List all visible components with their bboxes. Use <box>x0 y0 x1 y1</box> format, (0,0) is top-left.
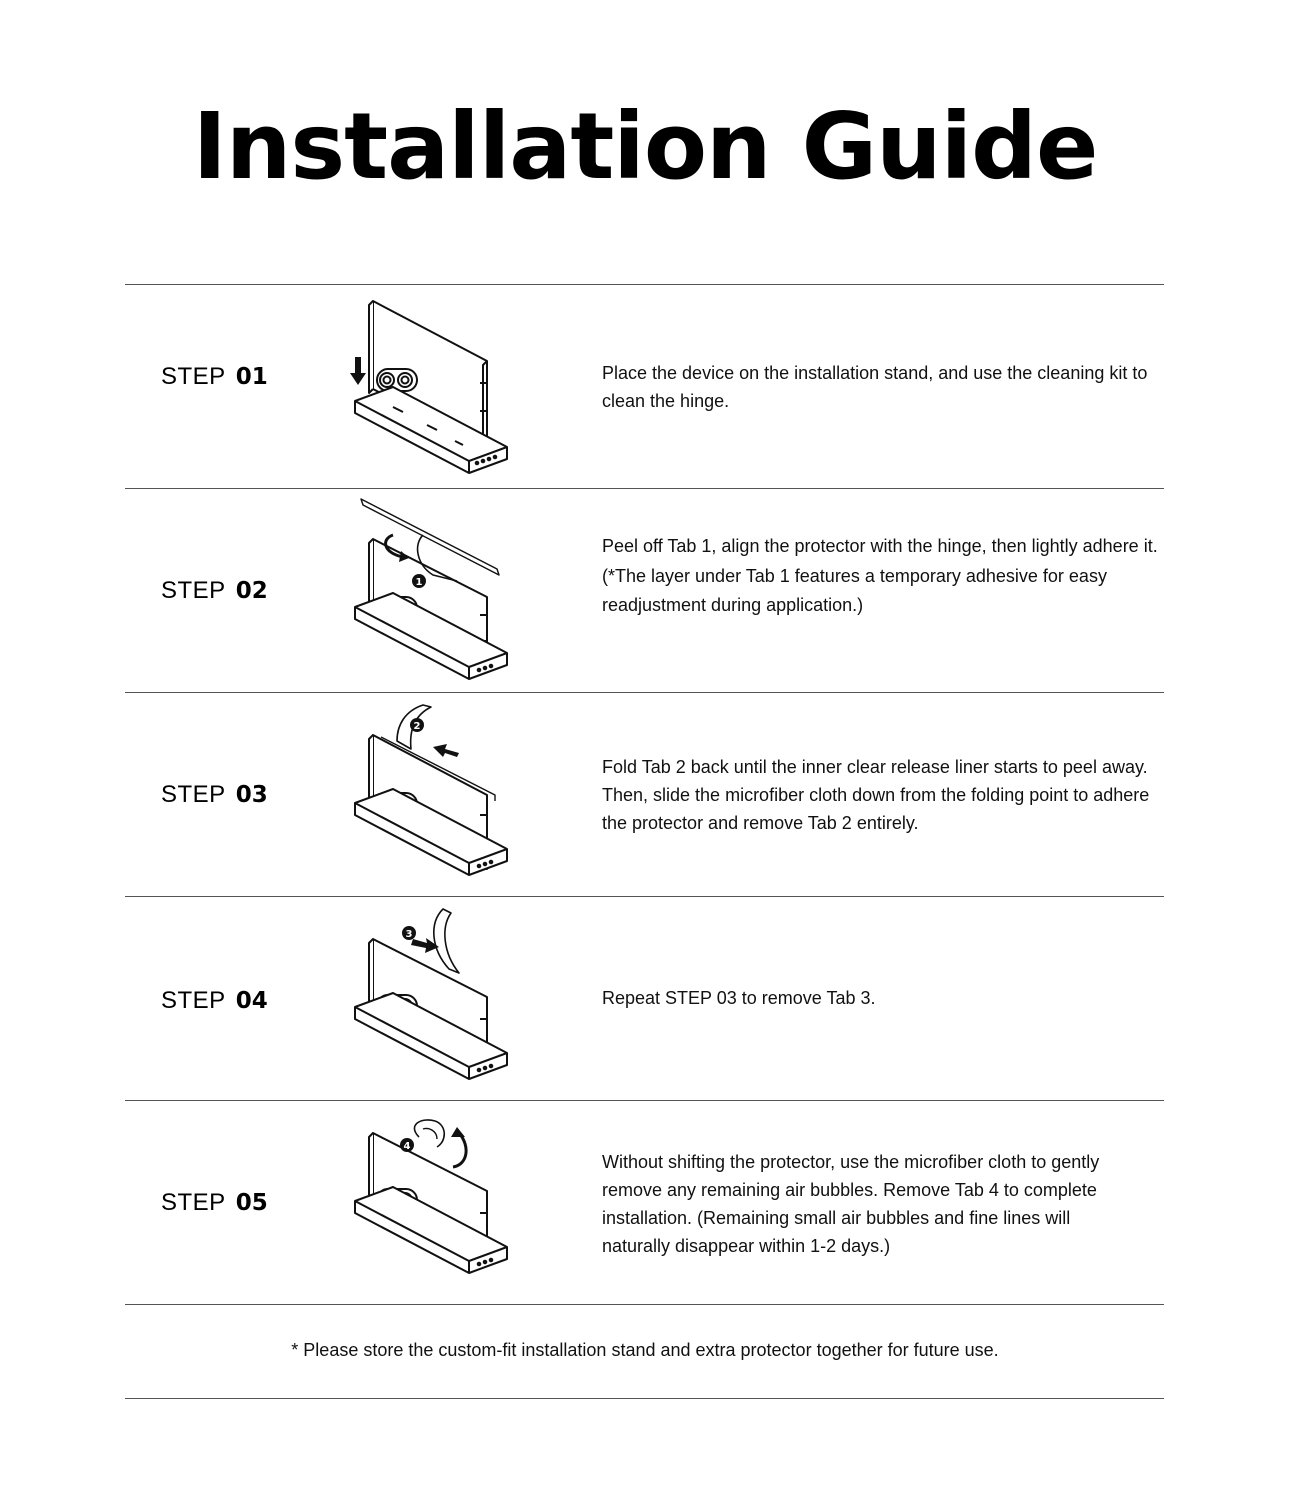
step-05 <box>125 1101 1164 1304</box>
tab-marker: 1 <box>415 577 423 588</box>
tab-marker: 4 <box>403 1141 411 1152</box>
step-word: STEP <box>161 1189 226 1216</box>
step-description: Without shifting the protector, use the microfiber cloth to gently remove any remaining air bubbles. Remove Tab 4 to complete installation. (Remaining small air bubbles and fine lines will naturally disappear within 1-2 days.) <box>602 1152 1100 1256</box>
step-03-illustration <box>347 699 517 895</box>
step-number: 03 <box>235 782 268 808</box>
step-number: 04 <box>235 988 268 1014</box>
step-04 <box>125 897 1164 1100</box>
tab-marker: 3 <box>405 929 413 940</box>
step-05-illustration <box>347 1107 517 1303</box>
step-01 <box>125 285 1164 488</box>
page-title: Installation Guide <box>192 93 1098 200</box>
step-label <box>161 1189 268 1217</box>
divider <box>125 1398 1164 1399</box>
step-label <box>161 577 268 605</box>
step-description: Repeat STEP 03 to remove Tab 3. <box>602 988 876 1008</box>
step-01-illustration <box>347 291 517 487</box>
step-02-illustration <box>347 495 517 691</box>
step-word: STEP <box>161 987 226 1014</box>
step-number: 01 <box>235 364 268 390</box>
divider <box>125 1304 1164 1305</box>
step-label <box>161 987 268 1015</box>
footnote: * Please store the custom-fit installation stand and extra protector together for future use. <box>291 1340 999 1360</box>
step-description: Peel off Tab 1, align the protector with the hinge, then lightly adhere it. (*The layer under Tab 1 features a temporary adhesive for easy readjustment during application.) <box>602 536 1158 615</box>
step-description: Fold Tab 2 back until the inner clear release liner starts to peel away. Then, slide the microfiber cloth down from the folding point to adhere the protector and remove Tab 2 entirely. <box>602 757 1150 833</box>
step-number: 02 <box>235 578 268 604</box>
step-word: STEP <box>161 781 226 808</box>
step-02 <box>125 489 1164 692</box>
tab-marker: 2 <box>413 721 421 732</box>
step-word: STEP <box>161 363 226 390</box>
step-04-illustration <box>347 903 517 1099</box>
step-03 <box>125 693 1164 896</box>
step-word: STEP <box>161 577 226 604</box>
step-label <box>161 363 268 391</box>
step-description: Place the device on the installation stand, and use the cleaning kit to clean the hinge. <box>602 363 1148 411</box>
step-number: 05 <box>235 1190 268 1216</box>
step-label <box>161 781 268 809</box>
